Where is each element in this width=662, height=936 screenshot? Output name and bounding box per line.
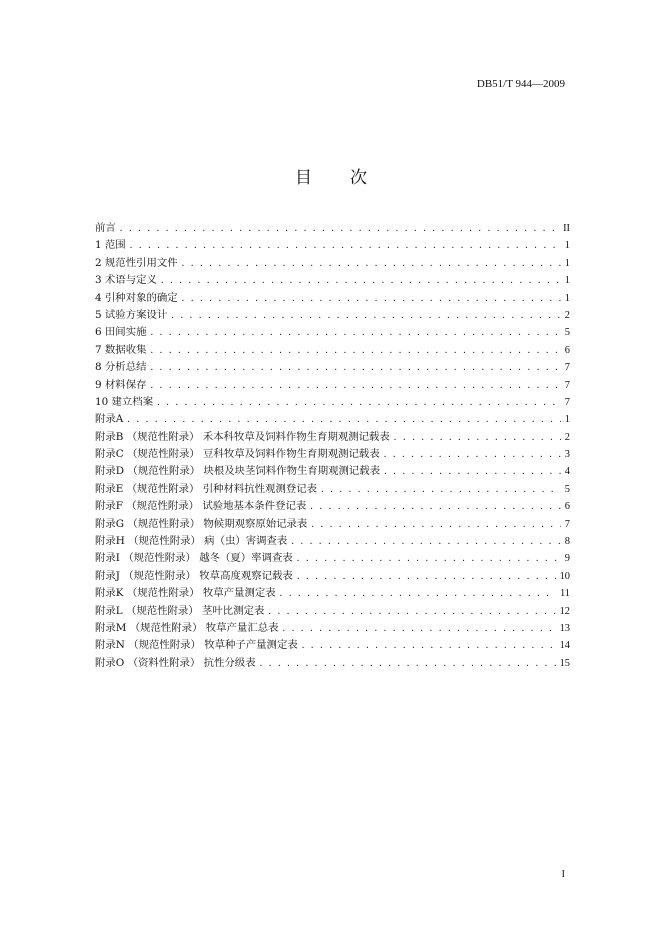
toc-entry-page: 12: [559, 605, 570, 617]
toc-entry-label: 附录A: [95, 413, 124, 426]
toc-entry[interactable]: [95, 619, 570, 636]
toc-entry-page: 2: [564, 431, 570, 443]
toc-entry[interactable]: [95, 462, 570, 479]
toc-entry-page: 7: [564, 379, 570, 391]
toc-entry-label: 附录H （规范性附录） 病（虫）害调查表: [95, 535, 288, 548]
toc-entry[interactable]: [95, 358, 570, 375]
toc-entry-page: II: [563, 223, 570, 234]
toc-entry-page: 15: [559, 657, 570, 669]
toc-entry[interactable]: [95, 515, 570, 532]
toc-entry[interactable]: [95, 376, 570, 393]
toc-entry-page: 1: [564, 240, 570, 252]
toc-entry[interactable]: [95, 567, 570, 584]
toc-leader-dots: [157, 397, 561, 408]
toc-entry-label: 附录D （规范性附录） 块根及块茎饲料作物生育期观测记载表: [95, 465, 381, 478]
toc-entry-label: 附录C （规范性附录） 豆科牧草及饲料作物生育期观测记载表: [95, 448, 380, 461]
toc-entry-label: 附录M （规范性附录） 牧草产量汇总表: [95, 621, 279, 634]
toc-entry-page: 3: [564, 449, 570, 461]
toc-entry-label: 附录G （规范性附录） 物候期观察原始记录表: [95, 517, 308, 530]
toc-leader-dots: [150, 380, 560, 391]
toc-leader-dots: [283, 623, 556, 634]
toc-entry[interactable]: [95, 410, 570, 427]
toc-entry-label: 前言: [95, 222, 116, 234]
toc-entry-page: 10: [559, 570, 570, 582]
toc-entry-label: 附录K （规范性附录） 牧草产量测定表: [95, 587, 276, 600]
toc-entry-label: 附录E （规范性附录） 引种材料抗性观测登记表: [95, 482, 318, 495]
toc-leader-dots: [150, 362, 560, 373]
toc-entry[interactable]: [95, 289, 570, 306]
toc-entry-page: 7: [564, 518, 570, 530]
toc-leader-dots: [280, 588, 556, 599]
toc-leader-dots: [321, 484, 561, 495]
toc-leader-dots: [150, 327, 560, 338]
standard-code: DB51/T 944—2009: [476, 78, 565, 90]
toc-entry-label: 2 规范性引用文件: [95, 256, 178, 269]
toc-leader-dots: [310, 501, 561, 512]
toc-entry[interactable]: [95, 636, 570, 653]
toc-entry-label: 附录L （规范性附录） 茎叶比测定表: [95, 604, 265, 617]
toc-leader-dots: [120, 223, 559, 234]
toc-entry[interactable]: [95, 306, 570, 323]
toc-entry-page: 9: [564, 553, 570, 565]
toc-leader-dots: [127, 414, 561, 425]
toc-entry-label: 附录J （规范性附录） 牧草高度观察记载表: [95, 569, 293, 582]
toc-entry[interactable]: [95, 341, 570, 358]
toc-leader-dots: [260, 658, 556, 669]
toc-entry[interactable]: [95, 584, 570, 601]
toc-entry-page: 7: [564, 362, 570, 374]
toc-entry-page: 1: [564, 275, 570, 287]
toc-leader-dots: [384, 466, 561, 477]
toc-entry-page: 6: [564, 501, 570, 513]
toc-leader-dots: [311, 519, 560, 530]
toc-entry-label: 3 术语与定义: [95, 274, 157, 287]
toc-entry[interactable]: [95, 497, 570, 514]
toc-entry[interactable]: [95, 393, 570, 410]
toc-entry[interactable]: [95, 445, 570, 462]
toc-leader-dots: [302, 640, 556, 651]
toc-entry-page: 11: [559, 588, 570, 600]
toc-entry-page: 8: [564, 536, 570, 548]
toc-entry-label: 1 范围: [95, 239, 126, 252]
toc-leader-dots: [384, 449, 561, 460]
toc-entry[interactable]: [95, 271, 570, 288]
toc-entry-page: 7: [564, 396, 570, 408]
toc-entry[interactable]: [95, 480, 570, 497]
toc-entry-page: 1: [564, 292, 570, 304]
toc-leader-dots: [150, 345, 560, 356]
toc-entry[interactable]: [95, 323, 570, 340]
toc-entry-label: 5 试验方案设计: [95, 308, 168, 321]
page-number: I: [561, 869, 565, 880]
toc-entry-label: 6 田间实施: [95, 326, 147, 339]
toc-leader-dots: [297, 571, 556, 582]
toc-entry-page: 1: [564, 257, 570, 269]
page-title: 目次: [295, 168, 405, 188]
toc-entry[interactable]: [95, 428, 570, 445]
toc-entry[interactable]: [95, 254, 570, 271]
toc-entry-page: 1: [564, 414, 570, 426]
toc-entry[interactable]: [95, 219, 570, 236]
toc-leader-dots: [182, 293, 561, 304]
toc-leader-dots: [130, 240, 561, 251]
toc-entry[interactable]: [95, 236, 570, 253]
toc-entry-label: 7 数据收集: [95, 343, 147, 356]
toc-entry-label: 附录N （规范性附录） 牧草种子产量测定表: [95, 639, 298, 652]
toc-leader-dots: [297, 553, 561, 564]
toc-entry-label: 附录O （资料性附录） 抗性分级表: [95, 656, 256, 669]
toc-entry-label: 附录B （规范性附录） 禾本科牧草及饲料作物生育期观测记载表: [95, 430, 390, 443]
table-of-contents: [95, 219, 570, 671]
toc-leader-dots: [161, 275, 561, 286]
toc-entry-label: 附录I （规范性附录） 越冬（夏）率调查表: [95, 552, 293, 565]
toc-entry-page: 13: [559, 622, 570, 634]
toc-entry-label: 附录F （规范性附录） 试验地基本条件登记表: [95, 500, 307, 513]
toc-leader-dots: [182, 258, 561, 269]
toc-entry-page: 5: [564, 483, 570, 495]
toc-entry-page: 6: [564, 344, 570, 356]
toc-entry-page: 4: [564, 466, 570, 478]
toc-leader-dots: [291, 536, 560, 547]
toc-entry[interactable]: [95, 532, 570, 549]
toc-entry[interactable]: [95, 602, 570, 619]
toc-entry-page: 14: [559, 640, 570, 652]
toc-entry-label: 10 建立档案: [95, 395, 154, 408]
toc-entry-page: 5: [564, 327, 570, 339]
toc-entry-page: 2: [564, 309, 570, 321]
toc-entry[interactable]: [95, 549, 570, 566]
toc-leader-dots: [394, 432, 561, 443]
toc-entry-label: 8 分析总结: [95, 361, 147, 374]
toc-entry-label: 9 材料保存: [95, 378, 147, 391]
toc-leader-dots: [268, 606, 555, 617]
toc-entry-label: 4 引种对象的确定: [95, 291, 178, 304]
toc-leader-dots: [171, 310, 561, 321]
toc-entry[interactable]: [95, 654, 570, 671]
